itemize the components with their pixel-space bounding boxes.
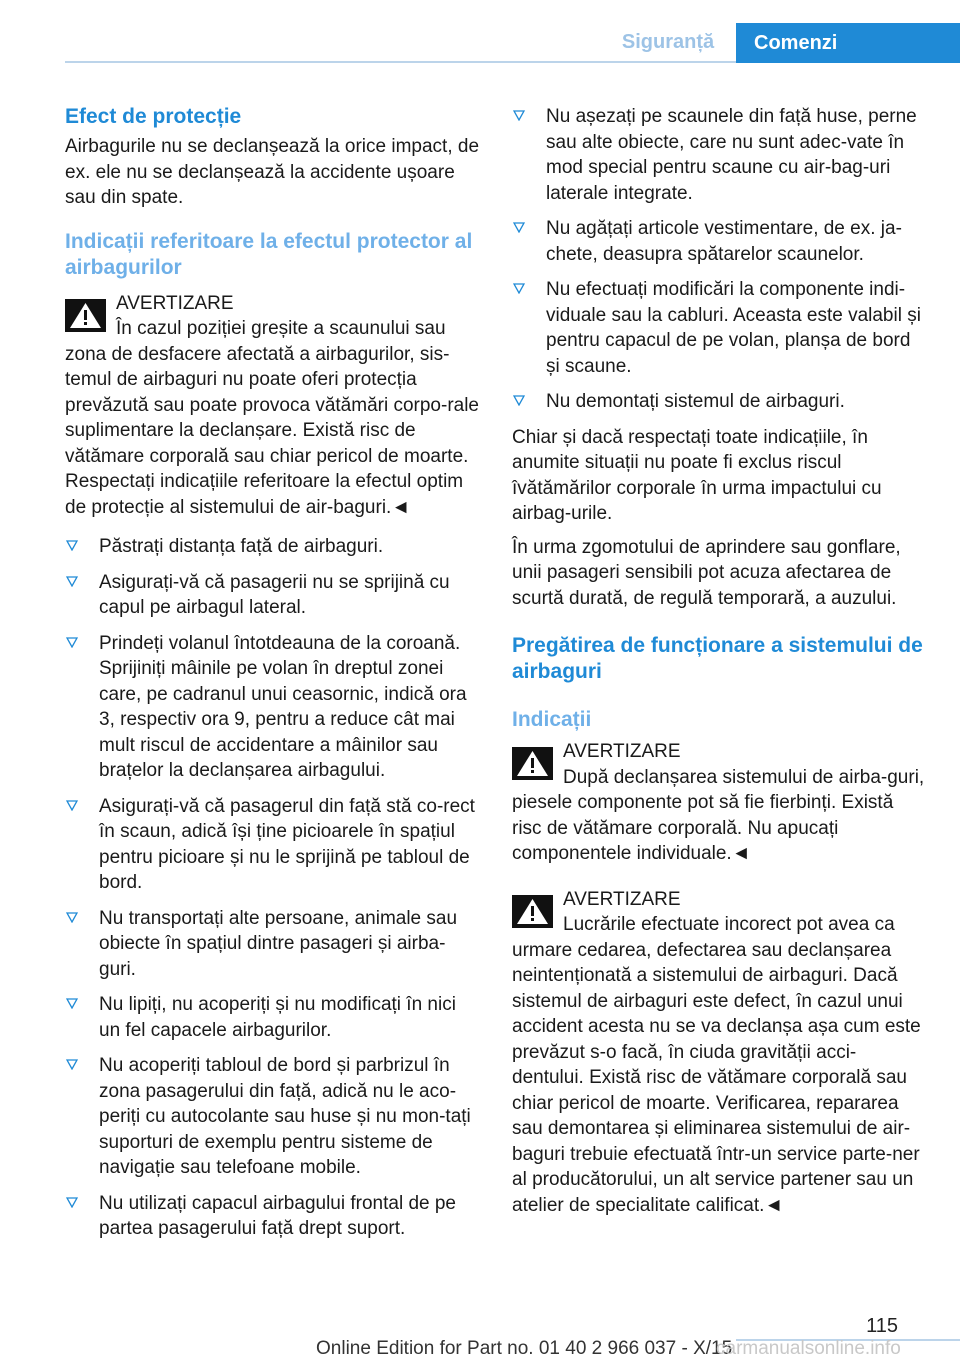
list-item-text: Nu lipiți, nu acoperiți și nu modificați în nici un fel capacele airbagurilor.: [99, 994, 456, 1041]
paragraph-hearing: În urma zgomotului de aprindere sau gonflare, unii pasageri sensibili pot acuza afectarea de scurtă durată, de regulă temporară, a auzului.: [512, 536, 901, 609]
bullet-triangle-icon: [66, 1196, 78, 1208]
list-item-text: Păstrați distanța față de airbaguri.: [99, 536, 384, 557]
list-item-text: Nu efectuați modificări la componente indi-viduale sau la cabluri. Aceasta este valabil și pentru capacul de pe volan, planșa de bord și scaune.: [546, 279, 921, 377]
warning-title: AVERTIZARE: [563, 888, 681, 910]
list-item-text: Nu transportați alte persoane, animale sau obiecte în spațiul dintre pasageri și airba-guri.: [99, 907, 458, 980]
list-item: [65, 631, 480, 784]
heading-airbag-readiness: Pregătirea de funcționare a sistemului de airbaguri: [512, 634, 923, 683]
list-item-text: Nu utilizați capacul airbagului frontal de pe partea pasagerului față drept suport.: [99, 1192, 456, 1239]
bullet-triangle-icon: [513, 282, 525, 294]
safety-bullet-list-left: [65, 534, 480, 1242]
list-item: [65, 794, 480, 896]
warning-triangle-icon: [512, 747, 553, 780]
list-item: [65, 992, 480, 1043]
list-item-text: Nu demontați sistemul de airbaguri.: [546, 391, 845, 412]
bullet-triangle-icon: [66, 575, 78, 587]
bullet-triangle-icon: [513, 109, 525, 121]
paragraph-airbag-trigger: Airbagurile nu se declanșează la orice impact, de ex. ele nu se declanșează la accidente ușoare sau din spate.: [65, 136, 480, 208]
list-item-text: Prindeți volanul întotdeauna de la coroană. Sprijiniți mâinile pe volan în dreptul zonei care, pe cadranul unui ceasornic, indică ora 3, respectiv ora 9, pentru a reduce cât mai mult riscul de accidentare a mâinilor sau brațelor la declanșarea airbagului.: [99, 632, 467, 781]
safety-bullet-list-right: [512, 104, 926, 415]
bullet-triangle-icon: [66, 911, 78, 923]
bullet-triangle-icon: [66, 997, 78, 1009]
list-item: [512, 277, 926, 379]
bullet-triangle-icon: [66, 539, 78, 551]
paragraph-residual-risk: Chiar și dacă respectați toate indicațiile, în anumite situații nu poate fi exclus riscul îvătămărilor corporale în urma impactului cu airbag-urile.: [512, 426, 882, 524]
list-item-text: Nu agățați articole vestimentare, de ex. ja-chete, deasupra spătarelor scaunelor.: [546, 218, 902, 265]
list-item-text: Nu așezați pe scaunele din față huse, perne sau alte obiecte, care nu sunt adec-vate în mod special pentru scaune cu air-bag-uri laterale integrate.: [546, 106, 917, 204]
list-item-text: Asigurați-vă că pasagerul din față stă co-rect în scaun, adică își ține picioarele în spațiul pentru picioare și nu le sprijină pe tabloul de bord.: [99, 795, 475, 893]
heading-protection-effect: Efect de protecție: [65, 105, 242, 128]
list-item-text: Asigurați-vă că pasagerii nu se sprijină cu capul pe airbagul lateral.: [99, 571, 450, 618]
bullet-triangle-icon: [513, 221, 525, 233]
warning-text: În cazul poziției greșite a scaunului sau zona de desfacere afectată a airbagurilor, sis-temul de airbaguri nu poate oferi protecția prevăzută sau poate provoca vătămări corpo-rale suplimentare la declanșare. Există risc de vătămare corporală sau chiar pericol de moarte. Respectați indicațiile referitoare la efectul optim de protecție al sistemului de air-baguri.◄: [65, 318, 480, 518]
heading-notes: Indicații: [512, 708, 592, 731]
watermark: carmanualsonline.info: [716, 1338, 901, 1359]
footer-edition: Online Edition for Part no. 01 40 2 966 037 - X/15: [316, 1338, 733, 1359]
warning-triangle-icon: [512, 895, 553, 928]
right-column: [512, 104, 926, 1232]
list-item: [65, 1053, 480, 1181]
warning-title: AVERTIZARE: [563, 741, 681, 762]
warning-block-2: [512, 739, 926, 867]
list-item: [65, 534, 480, 560]
list-item: [65, 906, 480, 983]
list-item: [512, 216, 926, 267]
warning-block-1: [65, 291, 480, 521]
left-column: [65, 104, 480, 1252]
warning-triangle-icon: [65, 299, 106, 332]
bullet-triangle-icon: [66, 799, 78, 811]
list-item: [512, 104, 926, 206]
heading-protective-effect-notes: Indicații referitoare la efectul protector al airbagurilor: [65, 229, 473, 279]
bullet-triangle-icon: [66, 636, 78, 648]
page-number: 115: [866, 1315, 898, 1337]
list-item: [65, 570, 480, 621]
warning-text: După declanșarea sistemului de airba-guri, piesele componente pot să fie fierbinți. Există risc de vătămare corporală. Nu apucați componentele individuale.◄: [512, 766, 925, 864]
list-item: [65, 1191, 480, 1242]
bullet-triangle-icon: [513, 394, 525, 406]
section-tab-safety[interactable]: Siguranță: [621, 30, 715, 53]
section-tab-controls[interactable]: Comenzi: [736, 23, 960, 63]
warning-title: AVERTIZARE: [116, 292, 234, 314]
warning-text: Lucrările efectuate incorect pot avea ca urmare cedarea, defectarea sau declanșarea neintenționată a sistemului de airbaguri. Dacă sistemul de airbaguri este defect, în cazul unui accident acesta nu se va declanșa așa cum este prevăzut s-o facă, în ciuda gravității acci-dentului. Există risc de vătămare corporală sau chiar pericol de moarte. Verificarea, repararea sau demontarea și eliminarea sistemului de air-baguri trebuie efectuată într-un service parte-ner al producătorului, un alt service partener sau un atelier de specialitate calificat.◄: [512, 914, 921, 1216]
list-item-text: Nu acoperiți tabloul de bord și parbrizul în zona pasagerului din față, adică nu le aco-periți cu autocolante sau huse și nu mon-tați suporturi de exemplu pentru sisteme de navigație sau telefoane mobile.: [99, 1055, 471, 1178]
list-item: [512, 389, 926, 415]
warning-block-3: [512, 887, 926, 1219]
bullet-triangle-icon: [66, 1058, 78, 1070]
